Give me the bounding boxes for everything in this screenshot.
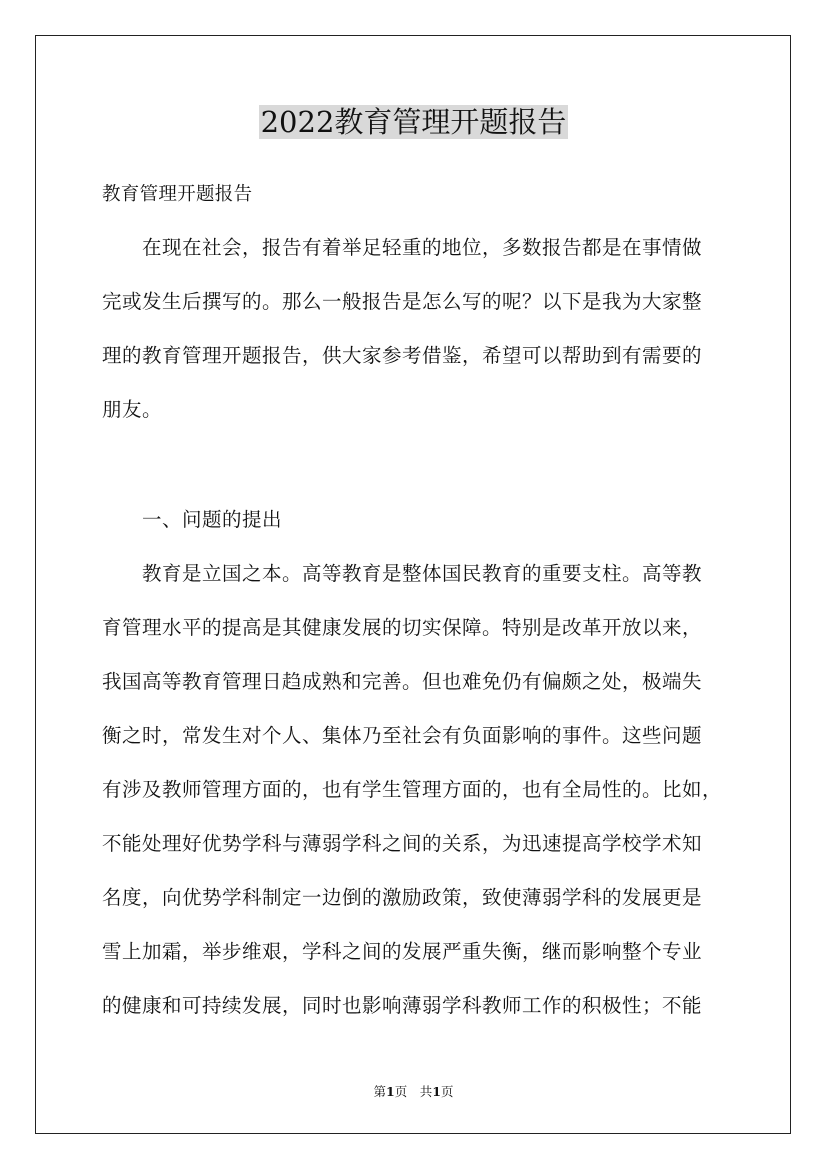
footer-page-mid: 页 共	[394, 1084, 433, 1099]
paragraph-line: 育管理水平的提高是其健康发展的切实保障。特别是改革开放以来，	[102, 616, 703, 639]
footer-page-prefix: 第	[373, 1084, 387, 1099]
paragraph-line: 完或发生后撰写的。那么一般报告是怎么写的呢？以下是我为大家整	[102, 290, 703, 313]
document-title	[0, 100, 827, 144]
paragraph-line: 衡之时，常发生对个人、集体乃至社会有负面影响的事件。这些问题	[102, 724, 703, 747]
paragraph-line: 我国高等教育管理日趋成熟和完善。但也难免仍有偏颇之处，极端失	[102, 670, 703, 693]
page-footer	[0, 1083, 827, 1101]
document-title-text: 2022教育管理开题报告	[260, 105, 567, 139]
footer-page-total: 1	[432, 1084, 441, 1099]
paragraph-line: 名度，向优势学科制定一边倒的激励政策，致使薄弱学科的发展更是	[102, 886, 703, 909]
paragraph-line: 理的教育管理开题报告，供大家参考借鉴，希望可以帮助到有需要的	[102, 344, 703, 367]
footer-page-suffix: 页	[440, 1084, 454, 1099]
paragraph-line: 朋友。	[102, 398, 163, 421]
paragraph-line: 有涉及教师管理方面的，也有学生管理方面的，也有全局性的。比如，	[102, 778, 723, 801]
paragraph-line: 雪上加霜，举步维艰，学科之间的发展严重失衡，继而影响整个专业	[102, 940, 703, 963]
paragraph-line: 不能处理好优势学科与薄弱学科之间的关系，为迅速提高学校学术知	[102, 832, 703, 855]
paragraph-line: 的健康和可持续发展，同时也影响薄弱学科教师工作的积极性；不能	[102, 994, 703, 1017]
section-heading: 一、问题的提出	[102, 508, 283, 531]
footer-page-number: 1	[386, 1084, 395, 1099]
document-subtitle: 教育管理开题报告	[102, 184, 253, 205]
paragraph-line: 在现在社会，报告有着举足轻重的地位，多数报告都是在事情做	[102, 236, 703, 259]
paragraph-line: 教育是立国之本。高等教育是整体国民教育的重要支柱。高等教	[102, 562, 703, 585]
